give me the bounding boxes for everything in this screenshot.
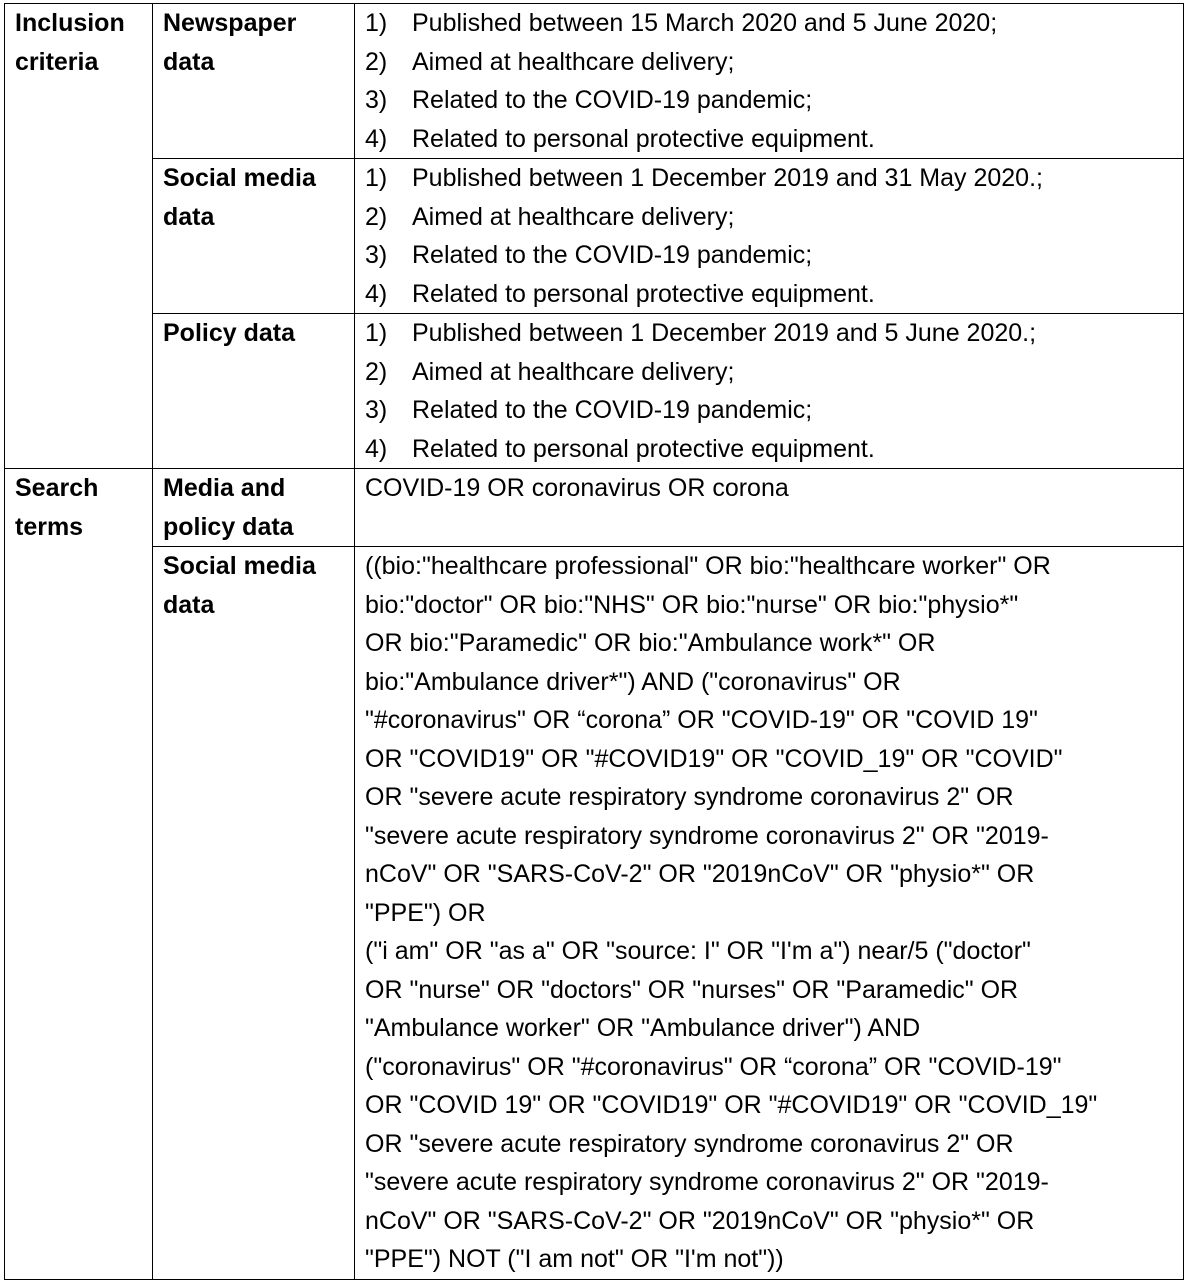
item-number: 2) (365, 47, 388, 76)
social-media-search-label-cell (153, 547, 355, 1280)
item-text: Published between 15 March 2020 and 5 June 2020; (412, 9, 998, 37)
newspaper-criteria-cell (355, 4, 1184, 159)
policy-criteria-list (365, 314, 1177, 468)
list-item (365, 198, 1177, 237)
item-text: Aimed at healthcare delivery; (412, 202, 735, 231)
list-item (365, 4, 1177, 43)
list-item (365, 314, 1177, 353)
item-text: Aimed at healthcare delivery; (412, 357, 735, 386)
media-policy-label-cell (153, 469, 355, 547)
table-row-social-media-search (5, 547, 1184, 1280)
item-number: 1) (365, 9, 388, 37)
search-terms-header: Search terms (15, 474, 99, 541)
newspaper-criteria-list (365, 4, 1177, 158)
list-item (365, 353, 1177, 392)
item-number: 4) (365, 279, 388, 308)
list-item (365, 81, 1177, 120)
social-media-data-label: Social media data (163, 164, 316, 231)
item-number: 2) (365, 357, 388, 386)
table-row-media-policy-search (5, 469, 1184, 547)
inclusion-criteria-header-cell (5, 4, 153, 469)
list-item (365, 120, 1177, 159)
newspaper-label-cell (153, 4, 355, 159)
item-text: Related to personal protective equipment. (412, 434, 875, 463)
social-media-search-label: Social media data (163, 552, 316, 619)
item-number: 2) (365, 202, 388, 231)
item-number: 3) (365, 86, 388, 114)
media-policy-search-terms: COVID-19 OR coronavirus OR corona (365, 474, 789, 502)
policy-data-label: Policy data (163, 319, 295, 347)
item-text: Related to the COVID-19 pandemic; (412, 86, 813, 114)
social-media-query-cell (355, 547, 1184, 1280)
list-item (365, 391, 1177, 430)
media-policy-terms-cell (355, 469, 1184, 547)
list-item (365, 275, 1177, 314)
list-item (365, 430, 1177, 469)
item-number: 3) (365, 396, 388, 424)
list-item (365, 236, 1177, 275)
item-number: 1) (365, 164, 388, 192)
item-number: 4) (365, 434, 388, 463)
table-row-policy (5, 314, 1184, 469)
item-number: 1) (365, 319, 388, 347)
item-text: Published between 1 December 2019 and 31 May 2020.; (412, 164, 1043, 192)
item-text: Related to the COVID-19 pandemic; (412, 396, 813, 424)
social-media-search-query: ((bio:"healthcare professional" OR bio:"healthcare worker" OR bio:"doctor" OR bio:"NHS" OR bio:"nurse" OR bio:"physio*" OR bio:"Paramedic" OR bio:"Ambulance work*" OR bio:"Ambulance driver*") AND ("coronavirus" OR "#coronavirus" OR “corona” OR "COVID-19" OR "COVID 19" OR "COVID19" OR "#COVID19" OR "COVID_19" OR "COVID" OR "severe acute respiratory syndrome coronavirus 2" OR "severe acute respiratory syndrome coronavirus 2" OR "2019- nCoV" OR "SARS-CoV-2" OR "2019nCoV" OR "physio*" OR "PPE") OR ("i am" OR "as a" OR "source: I" OR "I'm a") near/5 ("doctor" OR "nurse" OR "doctors" OR "nurses" OR "Paramedic" OR "Ambulance worker" OR "Ambulance driver") AND ("coronavirus" OR "#coronavirus" OR “corona” OR "COVID-19" OR "COVID 19" OR "COVID19" OR "#COVID19" OR "COVID_19" OR "severe acute respiratory syndrome coronavirus 2" OR "severe acute respiratory syndrome coronavirus 2" OR "2019- nCoV" OR "SARS-CoV-2" OR "2019nCoV" OR "physio*" OR "PPE") NOT ("I am not" OR "I'm not")) (365, 552, 1098, 1273)
social-media-criteria-list (365, 159, 1177, 313)
media-policy-data-label: Media and policy data (163, 474, 294, 541)
item-text: Published between 1 December 2019 and 5 June 2020.; (412, 319, 1037, 347)
social-media-criteria-cell (355, 159, 1184, 314)
policy-label-cell (153, 314, 355, 469)
list-item (365, 43, 1177, 82)
policy-criteria-cell (355, 314, 1184, 469)
item-text: Related to personal protective equipment. (412, 279, 875, 308)
table-row-newspaper (5, 4, 1184, 159)
search-terms-header-cell (5, 469, 153, 1280)
newspaper-data-label: Newspaper data (163, 9, 297, 76)
item-number: 3) (365, 241, 388, 269)
social-media-label-cell (153, 159, 355, 314)
inclusion-criteria-header: Inclusion criteria (15, 9, 125, 76)
table-row-social-media (5, 159, 1184, 314)
item-number: 4) (365, 124, 388, 153)
list-item (365, 159, 1177, 198)
criteria-table (4, 3, 1184, 1280)
item-text: Related to personal protective equipment. (412, 124, 875, 153)
item-text: Aimed at healthcare delivery; (412, 47, 735, 76)
item-text: Related to the COVID-19 pandemic; (412, 241, 813, 269)
